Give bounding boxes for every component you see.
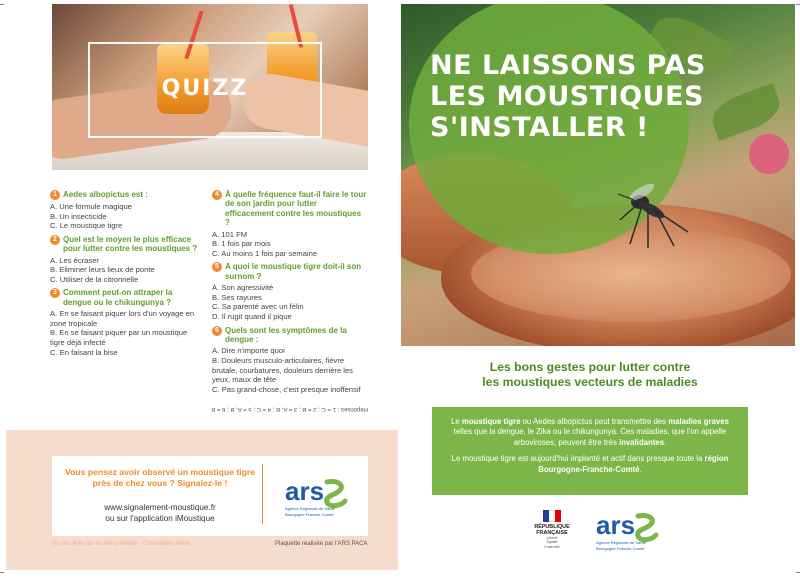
ars-region-text: Bourgogne Franche-Comté: [285, 512, 334, 517]
question-number: 3: [50, 288, 60, 298]
question-text: Quels sont les symptômes de la dengue :: [225, 325, 347, 344]
republique-francaise-logo: [524, 510, 580, 549]
question-number: 1: [50, 190, 60, 200]
answer: B. En se faisant piquer par un moustique tigre déjà infecté: [50, 328, 188, 347]
info-paragraph: Le moustique tigre est aujourd'hui implanté et actif dans presque toute la région Bourgogne-Franche-Comté.: [451, 454, 729, 474]
hero-title: [430, 50, 730, 143]
question-number: 5: [212, 262, 222, 272]
ars-subtitle-text: Agence Régionale de Santé: [596, 540, 646, 545]
answer-key-upside-down: Réponses : 1 = C ; 2 = B ; 3 = A, B ; 4 = C ; 5 = A, B ; 6 = B: [211, 406, 368, 412]
question-text: A quoi le moustique tigre doit-il son surnom ?: [225, 262, 362, 281]
question-text: Comment peut-on attraper la dengue ou le chikungunya ?: [63, 288, 173, 307]
hero-title-line: S'INSTALLER !: [430, 112, 649, 143]
ars-subtitle-text: Agence Régionale de Santé: [285, 506, 335, 511]
ars-logo-text: ars: [285, 476, 325, 506]
question-text: Aedes albopictus est :: [63, 190, 148, 199]
quiz-question-2: [50, 235, 200, 285]
answer: A. Les écraser: [50, 255, 99, 265]
ars-logo-small: [283, 474, 353, 524]
report-title-line: près de chez vous ? Signalez-le !: [92, 478, 228, 488]
report-title: [60, 467, 260, 489]
footer-disclaimer: Ne pas jeter sur la voie publique - Conception Ivoirë: [52, 541, 190, 547]
rf-motto: Égalité: [546, 540, 558, 545]
answer: C. Au moins 1 fois par semaine: [212, 248, 318, 258]
answer: A. En se faisant piquer lors d'un voyage en zone tropicale: [50, 309, 195, 328]
quiz-question-1: [50, 190, 200, 231]
answer: A. 101 FM: [212, 229, 248, 239]
quiz-question-6: [212, 326, 368, 395]
answer: C. Utiliser de la citronnelle: [50, 274, 139, 284]
quiz-title: QUIZZ: [161, 76, 249, 101]
rf-motto: Fraternité: [544, 544, 560, 549]
question-number: 2: [50, 235, 60, 245]
answer: B. Eliminer leurs lieux de ponte: [50, 265, 155, 275]
question-text: Quel est le moyen le plus efficace pour lutter contre les moustiques ?: [63, 234, 198, 254]
ars-region-text: Bourgogne Franche-Comté: [596, 546, 645, 551]
crop-mark: [796, 572, 800, 573]
answer: A. Dire n'importe quoi: [212, 346, 285, 356]
question-text: À quelle fréquence faut-il faire le tour de son jardin pour lutter efficacement contre les moustiques ?: [225, 190, 367, 228]
info-paragraph: Le moustique tigre ou Aedes albopictus peut transmettre des maladies graves telles que la dengue, le Zika ou le chikungunya. Ces maladies, que l'on appelle arboviroses, peuvent être très invalidantes.: [451, 417, 729, 447]
french-flag-icon: [543, 510, 561, 522]
question-number: 4: [212, 190, 222, 200]
report-app-text: ou sur l'application iMoustique: [105, 514, 215, 523]
rf-motto: Liberté: [546, 536, 558, 540]
quiz-column-1: [50, 186, 200, 357]
question-number: 6: [212, 326, 222, 336]
answer: C. Sa parenté avec un félin: [212, 302, 304, 312]
answer: B. 1 fois par mois: [212, 239, 271, 249]
answer: C. Le moustique tigre: [50, 221, 123, 231]
report-title-line: Vous pensez avoir observé un moustique tigre: [65, 467, 255, 477]
crop-mark: [796, 4, 800, 5]
hero-title-line: LES MOUSTIQUES: [430, 81, 704, 112]
quiz-question-4: [212, 190, 368, 258]
answer: A. Une formule magique: [50, 202, 132, 211]
answer: D. Il rugit quand il pique: [212, 312, 292, 321]
ars-logo-text: ars: [596, 510, 636, 540]
mosquito-illustration: [612, 174, 692, 254]
rf-text-line: FRANÇAISE: [536, 530, 568, 536]
answer: A. Son agressivité: [212, 283, 274, 293]
crop-mark: [0, 4, 4, 5]
subtitle-line: Les bons gestes pour lutter contre: [489, 360, 691, 374]
footer-credit: Plaquette réalisée par l'ARS PACA: [275, 541, 368, 547]
divider: [262, 464, 263, 524]
subtitle-line: les moustiques vecteurs de maladies: [482, 375, 698, 389]
brochure-subtitle: [432, 360, 748, 390]
quiz-question-3: [50, 288, 200, 357]
answer: B. Ses rayures: [212, 292, 262, 302]
report-url-link[interactable]: www.signalement-moustique.fr: [104, 503, 216, 512]
answer: C. Pas grand-chose, c'est presque inoffensif: [212, 384, 361, 394]
report-contact: [60, 502, 260, 524]
info-box: [432, 407, 748, 495]
ars-logo: [594, 508, 664, 558]
hero-title-line: NE LAISSONS PAS: [430, 50, 706, 81]
answer: C. En faisant la bise: [50, 347, 118, 357]
quiz-column-2: [212, 186, 368, 394]
answer: B. Un insecticide: [50, 211, 107, 221]
answer: B. Douleurs musculo-articulaires, fièvre brutale, courbatures, douleurs derrière les yeux, maux de tête: [212, 356, 353, 385]
quiz-question-5: [212, 262, 368, 321]
rf-text-line: RÉPUBLIQUE: [534, 524, 570, 530]
crop-mark: [0, 572, 4, 573]
